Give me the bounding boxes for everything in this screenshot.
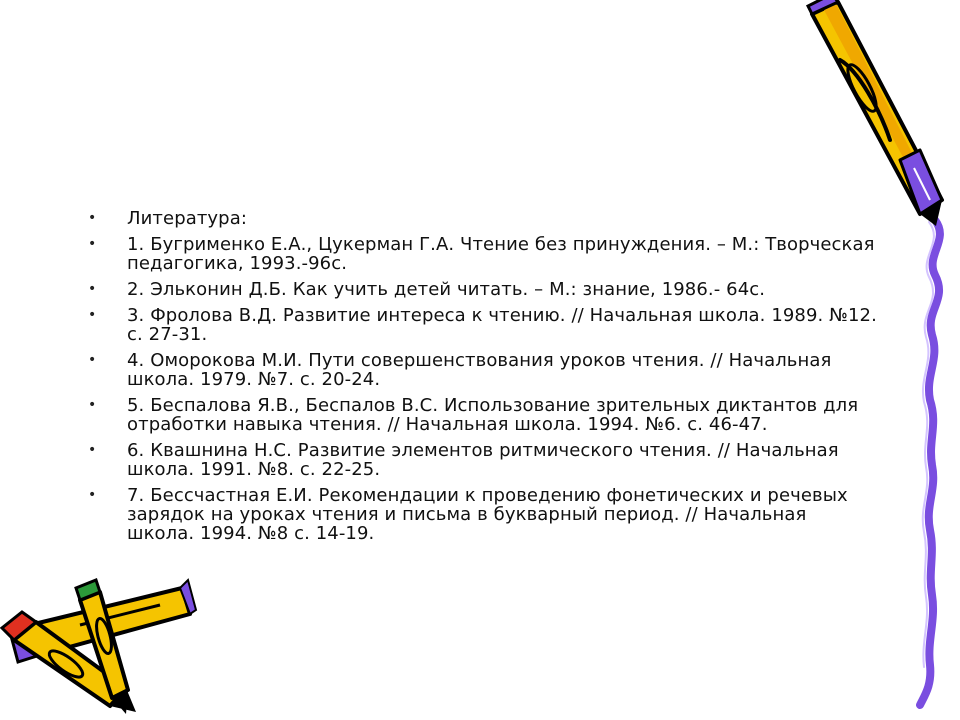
bullet-icon: • — [88, 397, 97, 413]
list-item — [88, 306, 878, 344]
list-item-text: Литература: — [127, 208, 248, 229]
bullet-icon: • — [88, 442, 97, 458]
list-item-text: 7. Бессчастная Е.И. Рекомендации к проведению фонетических и речевых зарядок на уроках чтения и письма в букварный период. // Начальная школа. 1994. №8 с. 14-19. — [127, 485, 848, 544]
bullet-icon: • — [88, 307, 97, 323]
list-item — [88, 396, 878, 434]
list-item-text: 6. Квашнина Н.С. Развитие элементов ритмического чтения. // Начальная школа. 1991. №8. с. 22-25. — [127, 440, 839, 480]
bullet-icon: • — [88, 210, 97, 226]
purple-squiggle-line — [920, 220, 940, 705]
list-item — [88, 486, 878, 543]
list-item — [88, 235, 878, 273]
bullet-icon: • — [88, 236, 97, 252]
list-item-text: 4. Оморокова М.И. Пути совершенствования уроков чтения. // Начальная школа. 1979. №7. с. 20-24. — [127, 350, 832, 390]
bullet-icon: • — [88, 487, 97, 503]
bibliography-list — [88, 209, 878, 543]
list-item — [88, 351, 878, 389]
bullet-icon: • — [88, 281, 97, 297]
list-item-text: 1. Бугрименко Е.А., Цукерман Г.А. Чтение без принуждения. – М.: Творческая педагогика, 1993.-96с. — [127, 234, 875, 274]
list-item-text: 3. Фролова В.Д. Развитие интереса к чтению. // Начальная школа. 1989. №12. с. 27-31. — [127, 305, 877, 345]
bibliography-content — [88, 209, 878, 550]
list-item — [88, 209, 878, 228]
list-item-text: 5. Беспалова Я.В., Беспалов В.С. Использование зрительных диктантов для отработки навыка чтения. // Начальная школа. 1994. №6. с. 46-47. — [127, 395, 859, 435]
pencil-icon — [808, 0, 942, 226]
bullet-icon: • — [88, 352, 97, 368]
list-item-text: 2. Эльконин Д.Б. Как учить детей читать. – М.: знание, 1986.- 64с. — [127, 279, 766, 300]
list-item — [88, 441, 878, 479]
crossed-pencils-icon — [2, 580, 196, 714]
list-item — [88, 280, 878, 299]
